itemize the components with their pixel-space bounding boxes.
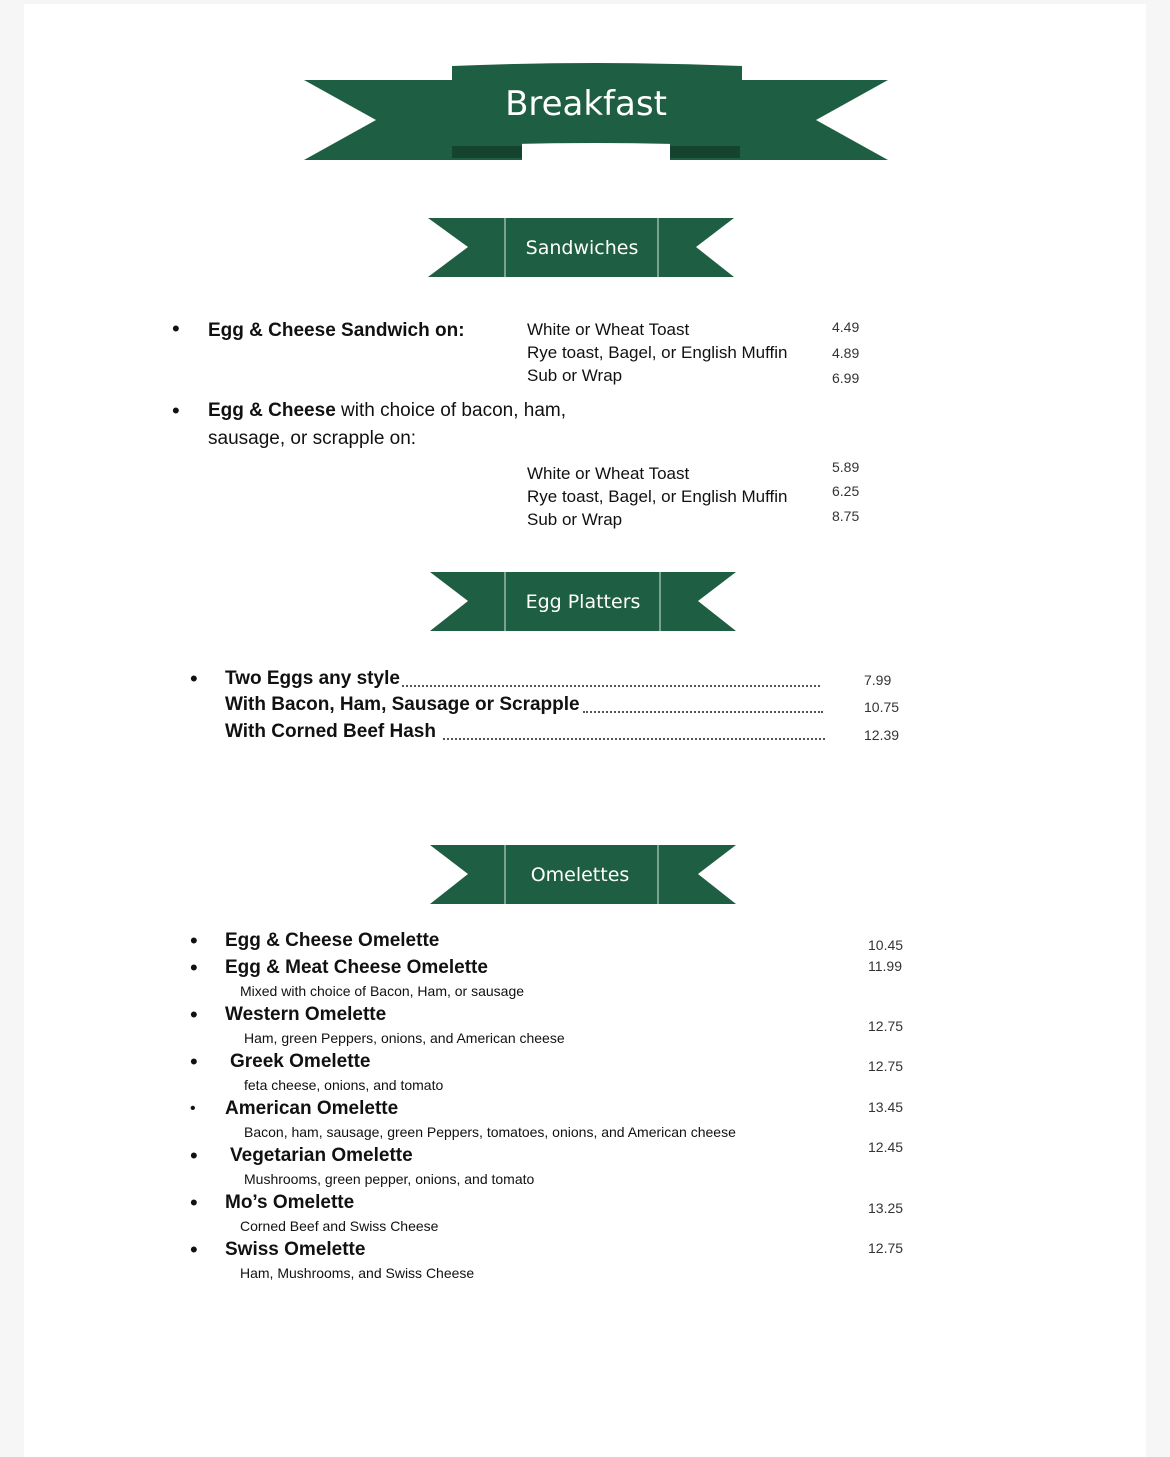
omelette-price: 11.99: [868, 958, 902, 974]
sandwich-name: Egg & Cheese Sandwich on:: [208, 320, 465, 341]
platter-name: Two Eggs any style: [225, 668, 400, 689]
omelette-name: Egg & Cheese Omelette: [225, 930, 440, 951]
sandwich-option: Rye toast, Bagel, or English Muffin: [527, 343, 788, 362]
bullet-icon: •: [190, 955, 198, 980]
sandwich-option: White or Wheat Toast: [527, 320, 690, 339]
bullet-icon: •: [190, 1049, 198, 1074]
platter-price: 10.75: [864, 699, 900, 715]
platter-price: 7.99: [864, 672, 892, 688]
sandwich-option: White or Wheat Toast: [527, 464, 690, 483]
platter-price: 12.39: [864, 727, 900, 743]
section-title-egg-platters: Egg Platters: [525, 591, 641, 613]
bullet-icon: •: [172, 316, 180, 341]
omelette-price: 13.25: [868, 1200, 904, 1216]
omelette-price: 12.75: [868, 1240, 904, 1256]
sandwich-price: 4.89: [832, 345, 860, 361]
omelette-description: Ham, Mushrooms, and Swiss Cheese: [240, 1265, 475, 1281]
bullet-icon: •: [172, 398, 180, 423]
sandwich-price: 8.75: [832, 508, 860, 524]
omelette-name: Egg & Meat Cheese Omelette: [225, 957, 488, 978]
omelette-description: Ham, green Peppers, onions, and American cheese: [244, 1030, 565, 1046]
omelette-description: Mushrooms, green pepper, onions, and tomato: [244, 1171, 535, 1187]
bullet-icon: •: [190, 928, 198, 953]
sandwich-name-bold: Egg & Cheese: [208, 400, 336, 421]
sandwich-name-line2: sausage, or scrapple on:: [208, 428, 417, 449]
page-title: Breakfast: [505, 84, 667, 124]
bullet-icon: •: [190, 1237, 198, 1262]
section-title-sandwiches: Sandwiches: [525, 237, 639, 259]
bullet-icon: •: [190, 1190, 198, 1215]
omelette-price: 13.45: [868, 1099, 904, 1115]
sandwich-price: 6.99: [832, 370, 860, 386]
omelette-name: American Omelette: [225, 1098, 399, 1119]
omelette-name: Western Omelette: [225, 1004, 387, 1025]
omelette-description: Bacon, ham, sausage, green Peppers, tomatoes, onions, and American cheese: [244, 1124, 736, 1140]
omelette-name: Swiss Omelette: [225, 1239, 366, 1260]
omelette-description: Mixed with choice of Bacon, Ham, or sausage: [240, 983, 525, 999]
omelette-description: Corned Beef and Swiss Cheese: [240, 1218, 439, 1234]
sandwich-name-suffix: with choice of bacon, ham,: [335, 400, 567, 421]
omelette-price: 10.45: [868, 937, 904, 953]
section-title-omelettes: Omelettes: [530, 864, 630, 886]
bullet-icon: •: [190, 1100, 196, 1117]
omelette-name: Vegetarian Omelette: [230, 1145, 413, 1166]
omelette-price: 12.75: [868, 1018, 904, 1034]
sandwich-price: 4.49: [832, 319, 860, 335]
platter-name: With Bacon, Ham, Sausage or Scrapple: [225, 694, 580, 715]
omelette-price: 12.45: [868, 1139, 904, 1155]
omelette-description: feta cheese, onions, and tomato: [244, 1077, 444, 1093]
sandwich-option: Sub or Wrap: [527, 366, 623, 385]
sandwich-price: 5.89: [832, 459, 860, 475]
omelette-price: 12.75: [868, 1058, 904, 1074]
sandwich-price: 6.25: [832, 483, 860, 499]
bullet-icon: •: [190, 1002, 198, 1027]
omelette-name: Greek Omelette: [230, 1051, 371, 1072]
platter-name: With Corned Beef Hash: [225, 721, 436, 742]
bullet-icon: •: [190, 666, 198, 691]
sandwich-option: Rye toast, Bagel, or English Muffin: [527, 487, 788, 506]
bullet-icon: •: [190, 1143, 198, 1168]
sandwich-option: Sub or Wrap: [527, 510, 623, 529]
omelette-name: Mo’s Omelette: [225, 1192, 355, 1213]
